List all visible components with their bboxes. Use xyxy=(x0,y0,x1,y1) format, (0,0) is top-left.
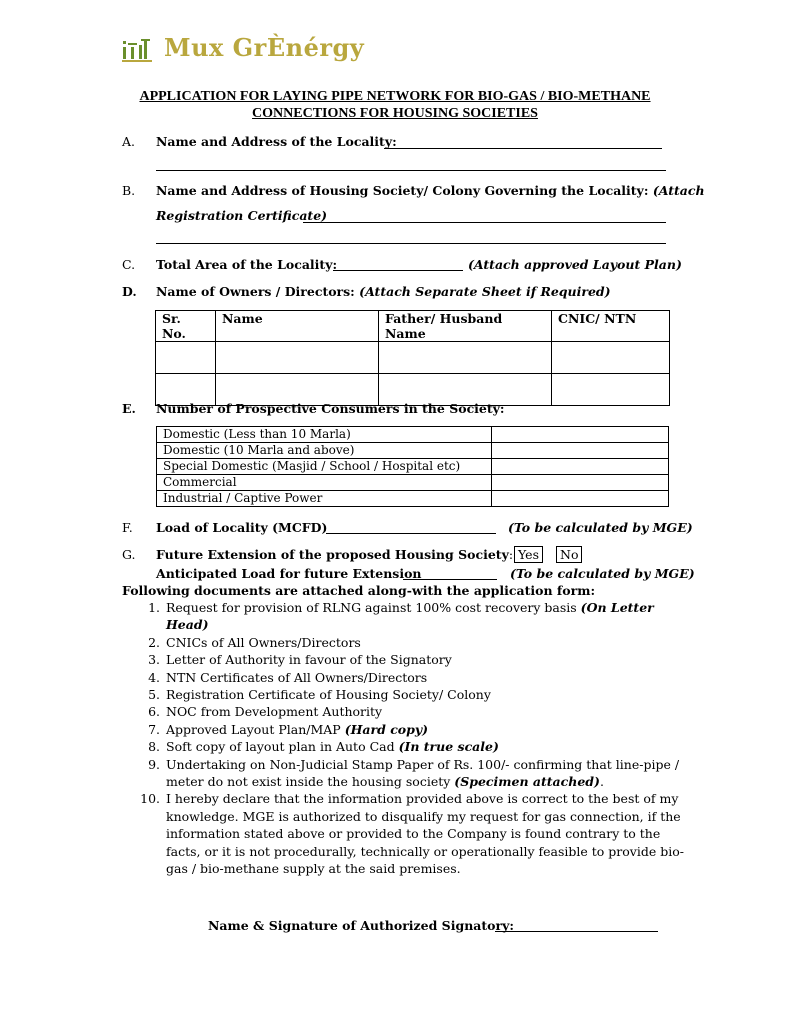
document-text: Letter of Authority in favour of the Signatory xyxy=(166,652,452,668)
locality-load-field[interactable] xyxy=(326,533,496,534)
section-c-letter: C. xyxy=(122,257,136,272)
consumers-category: Special Domestic (Masjid / School / Hospital etc) xyxy=(157,459,492,475)
section-e-letter: E. xyxy=(122,401,136,416)
owners-col-cnic: CNIC/ NTN xyxy=(552,311,670,342)
declaration-text: I hereby declare that the information provided above is correct to the best of my knowledge. MGE is authorized to disqualify my request for gas connection, if the information stated above or provided to the Company is found contrary to the facts, or it is not procedurally, technically or operationally feasible to provide bio-gas / bio-methane supply at the said premises. xyxy=(166,791,684,877)
section-b-label-text: Name and Address of Housing Society/ Colony Governing the Locality: xyxy=(156,183,649,198)
document-item xyxy=(164,703,684,720)
locality-name-field[interactable] xyxy=(384,148,662,149)
section-d-letter: D. xyxy=(122,284,137,299)
document-text: Approved Layout Plan/MAP xyxy=(166,721,345,737)
signature-label: Name & Signature of Authorized Signatory: xyxy=(208,918,514,933)
document-item xyxy=(164,756,684,791)
section-f-label: Load of Locality (MCFD) xyxy=(156,520,328,535)
section-c-label: Total Area of the Locality: xyxy=(156,257,338,272)
total-area-field[interactable] xyxy=(333,270,463,271)
owners-cell-cnic[interactable] xyxy=(552,342,670,374)
section-a-letter: A. xyxy=(122,134,136,149)
document-item xyxy=(164,634,684,651)
document-text: NOC from Development Authority xyxy=(166,704,383,720)
owners-cell-cnic[interactable] xyxy=(552,374,670,406)
owners-table-row xyxy=(156,342,670,374)
document-note: (Specimen attached) xyxy=(454,774,600,790)
consumers-count-cell[interactable] xyxy=(492,475,669,491)
bar-chart-logo-icon xyxy=(122,37,156,63)
document-note: (In true scale) xyxy=(398,739,499,755)
consumers-count-cell[interactable] xyxy=(492,459,669,475)
consumers-category: Commercial xyxy=(157,475,492,491)
documents-heading: Following documents are attached along-with the application form: xyxy=(122,583,596,598)
section-g-label xyxy=(156,547,513,563)
consumers-count-cell[interactable] xyxy=(492,427,669,443)
owners-table xyxy=(155,310,670,406)
section-g-letter: G. xyxy=(122,547,136,562)
section-b-note-2: Registration Certificate) xyxy=(156,208,328,223)
document-text: Registration Certificate of Housing Society/ Colony xyxy=(166,687,491,703)
section-f-letter: F. xyxy=(122,520,133,535)
document-text: Request for provision of RLNG against 100% cost recovery basis xyxy=(166,600,581,615)
document-tail: . xyxy=(599,774,604,790)
owners-col-sr-no: Sr. No. xyxy=(156,311,216,342)
section-g-label-2: Anticipated Load for future Extension xyxy=(156,566,422,581)
logo-wordmark: Mux GrÈnérgy xyxy=(164,33,365,62)
section-g-label-text: Future Extension of the proposed Housing Society xyxy=(156,547,509,562)
future-load-field[interactable] xyxy=(403,579,497,580)
consumers-category: Domestic (Less than 10 Marla) xyxy=(157,427,492,443)
document-text: CNICs of All Owners/Directors xyxy=(166,634,361,650)
section-b-label xyxy=(156,183,705,199)
form-title-line-2: CONNECTIONS FOR HOUSING SOCIETIES xyxy=(252,106,538,121)
documents-list xyxy=(138,599,684,878)
section-d-label xyxy=(156,284,611,300)
society-name-field[interactable] xyxy=(303,222,666,223)
consumers-category: Domestic (10 Marla and above) xyxy=(157,443,492,459)
document-item xyxy=(164,790,684,877)
owners-table-header xyxy=(156,311,670,342)
section-e-label: Number of Prospective Consumers in the Society: xyxy=(156,401,505,416)
consumers-row xyxy=(157,475,669,491)
section-d-label-text: Name of Owners / Directors: xyxy=(156,284,355,299)
society-address-field[interactable] xyxy=(156,243,666,244)
document-note: (Hard copy) xyxy=(344,721,429,737)
owners-cell-name[interactable] xyxy=(216,342,379,374)
consumers-row xyxy=(157,427,669,443)
document-note: (On Letter Head) xyxy=(166,600,654,633)
consumers-row xyxy=(157,443,669,459)
signature-field[interactable] xyxy=(495,931,658,932)
consumers-count-cell[interactable] xyxy=(492,491,669,507)
document-item xyxy=(164,738,684,755)
owners-cell-father-husband[interactable] xyxy=(379,342,552,374)
document-item xyxy=(164,599,684,634)
document-text: Soft copy of layout plan in Auto Cad xyxy=(166,739,399,755)
yes-checkbox[interactable]: Yes xyxy=(514,546,543,563)
section-g-note: (To be calculated by MGE) xyxy=(510,566,695,581)
owners-cell-sr-no[interactable] xyxy=(156,342,216,374)
owners-col-father-husband: Father/ Husband Name xyxy=(379,311,552,342)
section-b-note-1: (Attach xyxy=(652,183,705,198)
consumers-table xyxy=(156,426,669,507)
document-item xyxy=(164,686,684,703)
document-item xyxy=(164,721,684,738)
form-title-line-1: APPLICATION FOR LAYING PIPE NETWORK FOR BIO-GAS / BIO-METHANE xyxy=(139,89,651,104)
no-checkbox[interactable]: No xyxy=(556,546,582,563)
consumers-category: Industrial / Captive Power xyxy=(157,491,492,507)
document-text: NTN Certificates of All Owners/Directors xyxy=(166,669,428,685)
section-d-note: (Attach Separate Sheet if Required) xyxy=(359,284,611,299)
section-g-colon: : xyxy=(508,547,514,562)
document-item xyxy=(164,669,684,686)
section-c-note: (Attach approved Layout Plan) xyxy=(468,257,682,272)
consumers-count-cell[interactable] xyxy=(492,443,669,459)
section-b-letter: B. xyxy=(122,183,136,198)
document-item xyxy=(164,651,684,668)
document-text: Undertaking on Non-Judicial Stamp Paper of Rs. 100/- confirming that line-pipe / meter do not exist inside the housing society xyxy=(166,756,680,790)
owners-col-name: Name xyxy=(216,311,379,342)
locality-address-field[interactable] xyxy=(156,170,666,171)
consumers-row xyxy=(157,459,669,475)
section-f-note: (To be calculated by MGE) xyxy=(508,520,693,535)
section-a-label: Name and Address of the Locality: xyxy=(156,134,397,149)
consumers-row xyxy=(157,491,669,507)
